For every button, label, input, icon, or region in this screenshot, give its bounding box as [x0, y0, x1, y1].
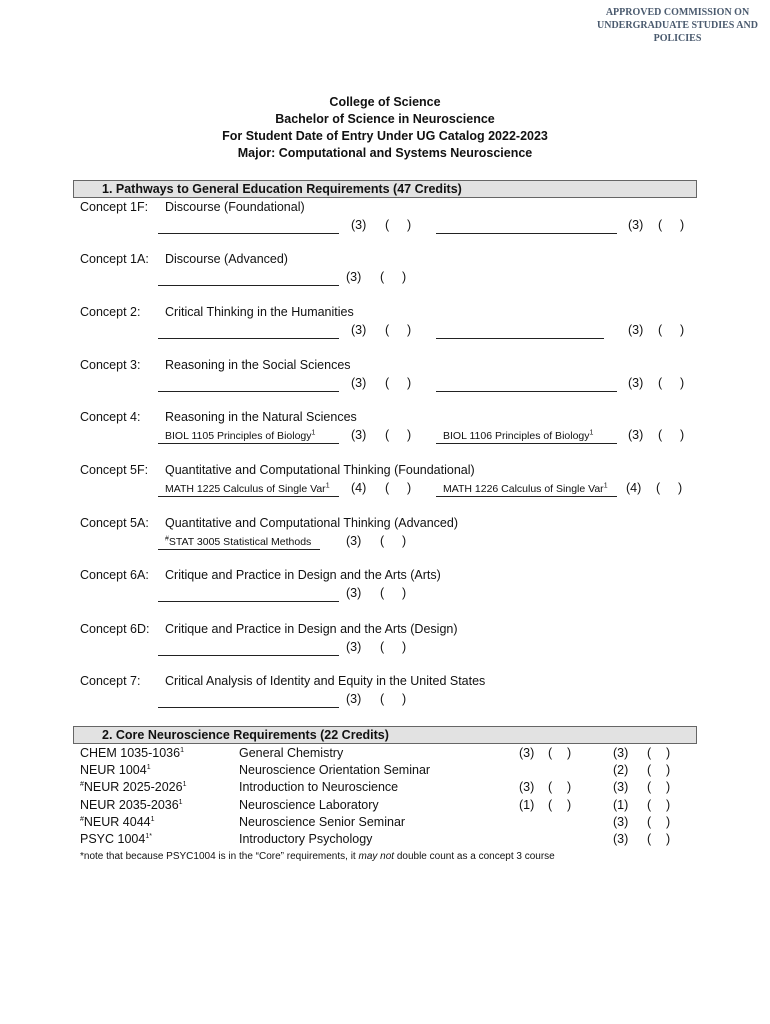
left-credit: (3): [351, 376, 367, 390]
concept-label: Concept 1F:: [80, 200, 149, 214]
left-course-line[interactable]: [158, 285, 339, 286]
course-footnote: 1: [603, 482, 608, 490]
core-code-text: NEUR 1004: [80, 763, 147, 778]
footnote: [80, 851, 555, 862]
core-credit-2: (3): [613, 746, 629, 760]
core-course-code: [80, 798, 183, 812]
concept-title: Quantitative and Computational Thinking (Foundational): [165, 463, 475, 477]
left-credit: (3): [351, 218, 367, 232]
left-course-line[interactable]: [158, 233, 339, 234]
core-check-2-open[interactable]: (: [647, 814, 652, 829]
core-code-text: PSYC 1004: [80, 832, 146, 846]
course-prefix: #: [165, 535, 169, 543]
core-credit-2: (1): [613, 797, 629, 812]
left-check-open[interactable]: (: [385, 481, 390, 495]
right-check-close[interactable]: ): [680, 428, 685, 442]
stamp-line-1: APPROVED COMMISSION ON: [605, 7, 750, 18]
left-course-text: STAT 3005 Statistical Methods: [168, 536, 312, 548]
core-course-code: [80, 815, 155, 829]
left-credit: (4): [351, 481, 367, 495]
concept-label: Concept 5F:: [80, 463, 149, 477]
right-check-open[interactable]: (: [656, 481, 661, 495]
core-check-1-close[interactable]: ): [567, 780, 572, 795]
left-credit: (3): [346, 692, 362, 706]
stamp-line-2: UNDERGRADUATE STUDIES AND: [597, 20, 758, 31]
concept-label: Concept 3:: [80, 358, 141, 372]
course-footnote: 1: [180, 746, 184, 754]
core-code-text: NEUR 4044: [83, 814, 151, 829]
core-course-name: Neuroscience Orientation Seminar: [239, 763, 431, 778]
core-code-text: NEUR 2025-2026: [83, 780, 183, 795]
left-course: [165, 536, 311, 548]
left-course-line[interactable]: [158, 601, 339, 602]
left-credit: (3): [346, 640, 362, 654]
core-credit-1: (3): [519, 780, 535, 795]
core-check-1-open[interactable]: (: [548, 797, 553, 812]
left-credit: (3): [346, 270, 362, 284]
concept-title: Critical Thinking in the Humanities: [165, 305, 354, 319]
core-check-2-close[interactable]: ): [666, 832, 671, 846]
section-2-header: 2. Core Neuroscience Requirements (22 Credits): [73, 726, 697, 744]
left-credit: (3): [346, 534, 362, 548]
core-check-2-close[interactable]: ): [666, 780, 671, 795]
document-header: [0, 94, 770, 162]
left-course-line[interactable]: [158, 443, 339, 444]
approval-stamp: [590, 6, 765, 45]
core-credit-2: (3): [613, 814, 629, 829]
footnote-emphasis: may not: [358, 851, 395, 862]
right-check-close[interactable]: ): [680, 218, 685, 232]
core-course-code: [80, 780, 186, 794]
core-course-code: [80, 832, 152, 846]
left-check-close[interactable]: ): [407, 323, 412, 337]
entry-title: For Student Date of Entry Under UG Catalog 2022-2023: [222, 129, 548, 143]
left-course: [165, 430, 315, 442]
left-check-open[interactable]: (: [380, 270, 385, 284]
right-course-line[interactable]: [436, 443, 617, 444]
left-check-close[interactable]: ): [402, 270, 407, 284]
left-check-open[interactable]: (: [385, 376, 390, 390]
course-footnote: 1: [311, 429, 316, 437]
right-credit: (3): [628, 323, 644, 337]
right-check-open[interactable]: (: [658, 428, 663, 442]
left-check-close[interactable]: ): [407, 428, 412, 442]
right-course-text: MATH 1226 Calculus of Single Var: [443, 483, 604, 495]
core-credit-2: (3): [613, 832, 629, 846]
right-check-close[interactable]: ): [678, 481, 683, 495]
left-credit: (3): [351, 428, 367, 442]
left-check-close[interactable]: ): [407, 218, 412, 232]
left-check-open[interactable]: (: [380, 586, 385, 600]
right-check-open[interactable]: (: [658, 323, 663, 337]
core-course-code: [80, 763, 151, 777]
right-credit: (4): [626, 481, 642, 495]
concept-label: Concept 2:: [80, 305, 141, 319]
right-credit: (3): [628, 376, 644, 390]
left-course-line[interactable]: [158, 655, 339, 656]
left-check-close[interactable]: ): [402, 586, 407, 600]
core-check-1-close[interactable]: ): [567, 746, 572, 760]
core-credit-2: (3): [613, 780, 629, 795]
core-course-name: Introductory Psychology: [239, 832, 373, 846]
left-credit: (3): [351, 323, 367, 337]
left-course-line[interactable]: [158, 707, 339, 708]
stamp-line-3: POLICIES: [653, 33, 702, 44]
section-1-header: 1. Pathways to General Education Requirements (47 Credits): [73, 180, 697, 198]
left-course-text: MATH 1225 Calculus of Single Var: [165, 483, 326, 495]
left-course-text: BIOL 1105 Principles of Biology: [165, 430, 312, 442]
left-check-close[interactable]: ): [402, 692, 407, 706]
course-footnote: 1: [146, 764, 151, 772]
core-course-name: General Chemistry: [239, 746, 344, 760]
right-check-open[interactable]: (: [658, 376, 663, 390]
core-check-1-close[interactable]: ): [567, 797, 572, 812]
left-course-line[interactable]: [158, 549, 320, 550]
left-course: [165, 483, 330, 495]
concept-label: Concept 5A:: [80, 516, 149, 530]
core-course-code: [80, 746, 184, 760]
concept-label: Concept 7:: [80, 674, 141, 688]
core-check-2-close[interactable]: ): [666, 797, 671, 812]
left-check-close[interactable]: ): [402, 640, 407, 654]
concept-title: Quantitative and Computational Thinking (Advanced): [165, 516, 458, 530]
core-check-2-open[interactable]: (: [647, 780, 652, 795]
core-credit-1: (3): [519, 746, 535, 760]
core-code-text: CHEM 1035-1036: [80, 746, 181, 760]
concept-label: Concept 1A:: [80, 252, 149, 266]
core-check-2-open[interactable]: (: [647, 746, 652, 760]
right-course-line[interactable]: [436, 391, 617, 392]
right-course-line[interactable]: [436, 338, 604, 339]
core-course-name: Neuroscience Senior Seminar: [239, 814, 406, 829]
footnote-text-b: double count as a concept 3 course: [394, 851, 555, 862]
right-course-text: BIOL 1106 Principles of Biology: [443, 430, 590, 442]
right-course-line[interactable]: [436, 496, 617, 497]
left-course-line[interactable]: [158, 496, 339, 497]
left-check-open[interactable]: (: [380, 692, 385, 706]
left-check-close[interactable]: ): [407, 481, 412, 495]
right-check-open[interactable]: (: [658, 218, 663, 232]
course-footnote: 1: [150, 815, 155, 823]
right-check-close[interactable]: ): [680, 376, 685, 390]
course-footnote: 1: [178, 798, 183, 806]
left-check-open[interactable]: (: [385, 428, 390, 442]
concept-label: Concept 6D:: [80, 622, 150, 636]
concept-title: Reasoning in the Natural Sciences: [165, 410, 357, 424]
left-check-close[interactable]: ): [402, 534, 407, 548]
left-course-line[interactable]: [158, 338, 339, 339]
left-credit: (3): [346, 586, 362, 600]
right-course: [443, 430, 593, 442]
college-title: College of Science: [329, 95, 441, 109]
left-course-line[interactable]: [158, 391, 339, 392]
left-check-open[interactable]: (: [385, 218, 390, 232]
major-title: Major: Computational and Systems Neuroscience: [237, 146, 533, 160]
concept-title: Discourse (Foundational): [165, 200, 305, 214]
degree-title: Bachelor of Science in Neuroscience: [275, 112, 495, 126]
right-course-line[interactable]: [436, 233, 617, 234]
right-credit: (3): [628, 428, 644, 442]
core-check-2-close[interactable]: ): [666, 746, 671, 760]
course-prefix: #: [80, 815, 84, 823]
left-check-close[interactable]: ): [407, 376, 412, 390]
core-credit-2: (2): [613, 763, 629, 778]
concept-title: Critical Analysis of Identity and Equity in the United States: [165, 674, 486, 688]
concept-title: Critique and Practice in Design and the Arts (Arts): [165, 568, 441, 582]
core-code-text: NEUR 2035-2036: [80, 797, 179, 812]
course-prefix: #: [80, 781, 84, 789]
concept-label: Concept 6A:: [80, 568, 149, 582]
core-check-2-close[interactable]: ): [666, 814, 671, 829]
left-check-open[interactable]: (: [385, 323, 390, 337]
core-check-2-open[interactable]: (: [647, 832, 652, 846]
core-course-name: Introduction to Neuroscience: [239, 780, 399, 795]
concept-title: Critique and Practice in Design and the Arts (Design): [165, 622, 458, 636]
left-check-open[interactable]: (: [380, 640, 385, 654]
course-footnote: 1: [325, 482, 330, 490]
right-check-close[interactable]: ): [680, 323, 685, 337]
footnote-text-a: *note that because PSYC1004 is in the “Core” requirements, it: [80, 851, 359, 862]
left-check-open[interactable]: (: [380, 534, 385, 548]
concept-label: Concept 4:: [80, 410, 141, 424]
right-credit: (3): [628, 218, 644, 232]
core-check-1-open[interactable]: (: [548, 780, 553, 795]
concept-title: Discourse (Advanced): [165, 252, 288, 266]
core-check-1-open[interactable]: (: [548, 746, 553, 760]
core-check-2-open[interactable]: (: [647, 763, 652, 778]
core-check-2-close[interactable]: ): [666, 763, 671, 778]
core-check-2-open[interactable]: (: [647, 797, 652, 812]
core-course-name: Neuroscience Laboratory: [239, 797, 379, 812]
course-footnote: 1*: [145, 832, 152, 840]
course-footnote: 1: [182, 781, 187, 789]
right-course: [443, 483, 608, 495]
concept-title: Reasoning in the Social Sciences: [165, 358, 351, 372]
core-credit-1: (1): [519, 797, 535, 812]
course-footnote: 1: [589, 429, 594, 437]
